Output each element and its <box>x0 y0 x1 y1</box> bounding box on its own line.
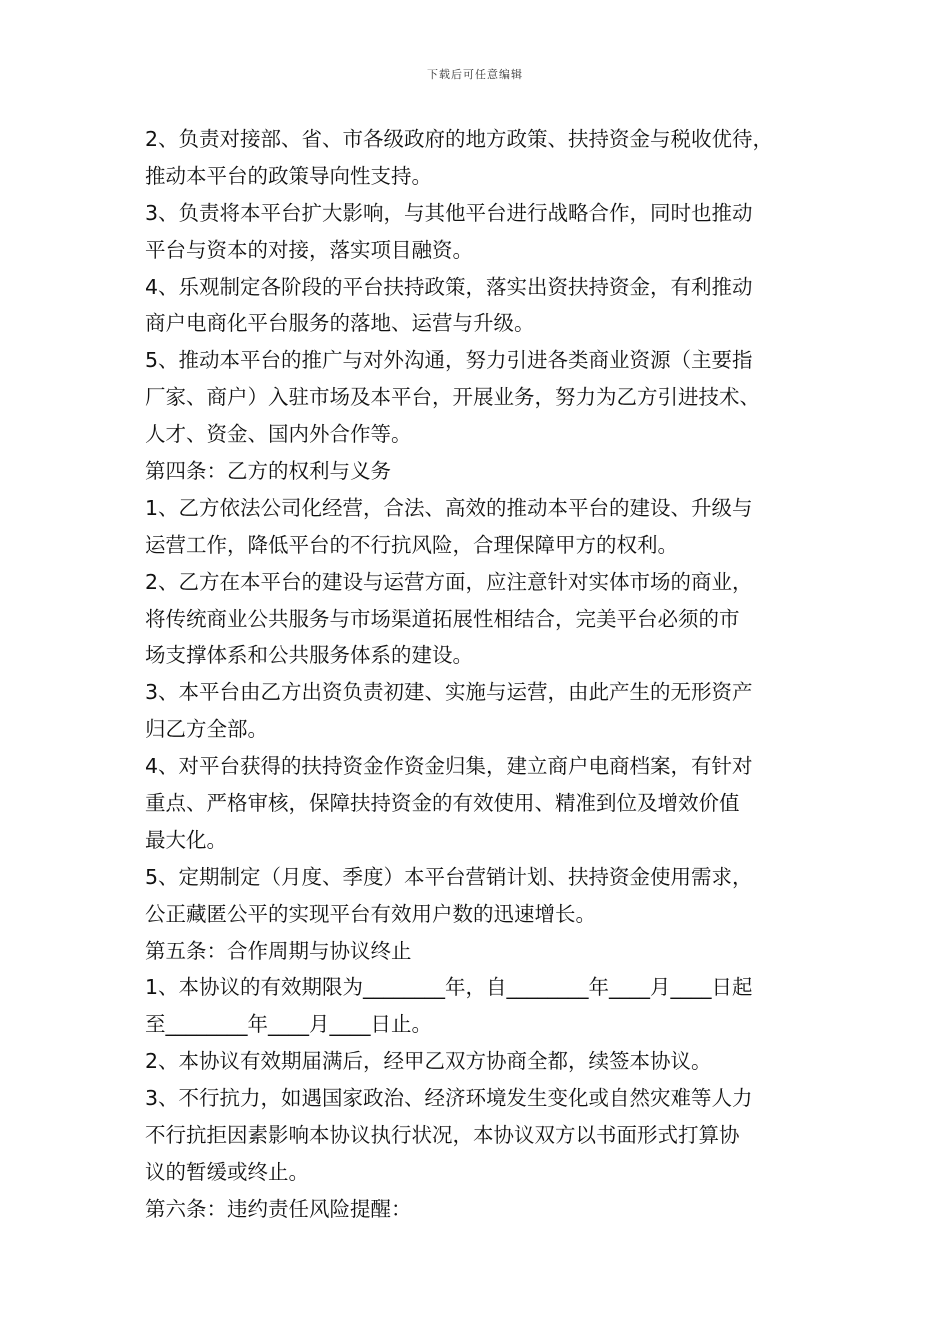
text-line: 2、乙方在本平台的建设与运营方面，应注意针对实体市场的商业， <box>145 569 753 594</box>
header-note: 下载后可任意编辑 <box>427 68 523 81</box>
text-line: 不行抗拒因素影响本协议执行状况，本协议双方以书面形式打算协 <box>145 1123 740 1148</box>
text-line: 平台与资本的对接，落实项目融资。 <box>145 237 473 262</box>
text-line: 1、本协议的有效期限为________年，自________年____月____日起 <box>145 975 753 1000</box>
text-line: 推动本平台的政策导向性支持。 <box>145 163 432 188</box>
document-body <box>145 121 825 1228</box>
text-line: 最大化。 <box>145 827 227 852</box>
text-line: 2、本协议有效期届满后，经甲乙双方协商全都，续签本协议。 <box>145 1049 712 1074</box>
text-line: 运营工作，降低平台的不行抗风险，合理保障甲方的权利。 <box>145 532 678 557</box>
text-line: 3、不行抗力，如遇国家政治、经济环境发生变化或自然灾难等人力 <box>145 1086 753 1111</box>
text-line: 商户电商化平台服务的落地、运营与升级。 <box>145 311 535 336</box>
text-line: 3、本平台由乙方出资负责初建、实施与运营，由此产生的无形资产 <box>145 680 753 705</box>
text-line: 1、乙方依法公司化经营，合法、高效的推动本平台的建设、升级与 <box>145 495 753 520</box>
text-line: 至________年____月____日止。 <box>145 1012 432 1037</box>
section-heading: 第四条：乙方的权利与义务 <box>145 459 391 484</box>
text-line: 3、负责将本平台扩大影响，与其他平台进行战略合作，同时也推动 <box>145 200 753 225</box>
text-line: 5、定期制定（月度、季度）本平台营销计划、扶持资金使用需求， <box>145 864 753 889</box>
text-line: 将传统商业公共服务与市场渠道拓展性相结合，完美平台必须的市 <box>145 606 740 631</box>
text-line: 厂家、商户）入驻市场及本平台，开展业务，努力为乙方引进技术、 <box>145 385 760 410</box>
text-line: 4、乐观制定各阶段的平台扶持政策，落实出资扶持资金，有利推动 <box>145 274 753 299</box>
text-line: 人才、资金、国内外合作等。 <box>145 422 412 447</box>
section-heading: 第五条：合作周期与协议终止 <box>145 938 412 963</box>
text-line: 2、负责对接部、省、市各级政府的地方政策、扶持资金与税收优待， <box>145 127 774 151</box>
section-heading: 第六条：违约责任风险提醒： <box>145 1196 412 1221</box>
text-line: 4、对平台获得的扶持资金作资金归集，建立商户电商档案，有针对 <box>145 754 753 779</box>
text-line: 公正藏匿公平的实现平台有效用户数的迅速增长。 <box>145 901 596 926</box>
text-line: 议的暂缓或终止。 <box>145 1159 309 1184</box>
text-line: 重点、严格审核，保障扶持资金的有效使用、精准到位及增效价值 <box>145 791 740 816</box>
text-line: 归乙方全部。 <box>145 717 268 742</box>
text-line: 场支撑体系和公共服务体系的建设。 <box>145 643 473 668</box>
text-line: 5、推动本平台的推广与对外沟通，努力引进各类商业资源（主要指 <box>145 348 753 373</box>
